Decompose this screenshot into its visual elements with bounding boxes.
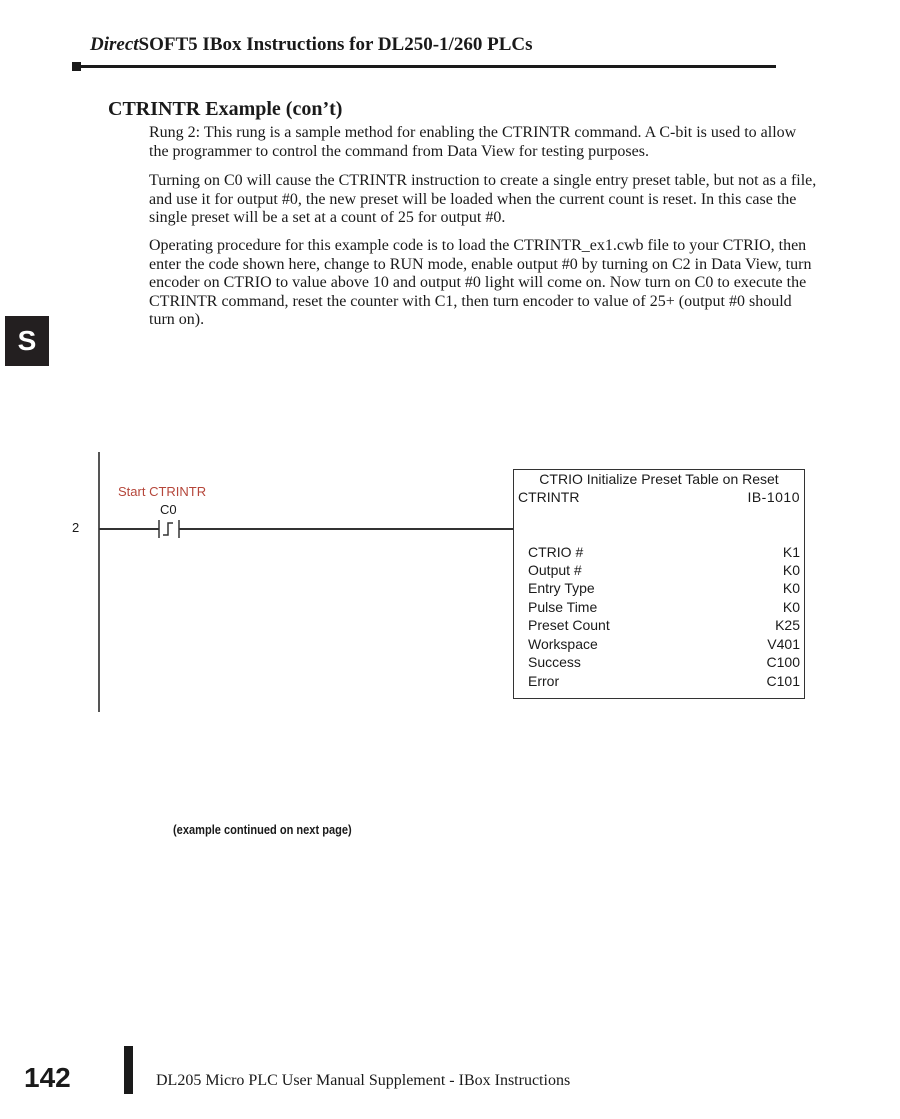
param-value: K0 [782,562,800,578]
positive-differential-contact-icon [157,519,181,539]
paragraph-operating-procedure: Operating procedure for this example code is to load the CTRINTR_ex1.cwb file to your CTRIO, then enter the code shown here, change to RUN mode, enable output #0 by turning on C2 in Data View, turn encoder on CTRIO to value above 10 and output #0 light will come on. Now turn on C0 to execute the CTRINTR command, reset the counter with C1, then turn encoder to value of 25+ (output #0 should turn on). [149,237,812,328]
page-number: 142 [24,1062,71,1093]
ctrintr-ibox [513,469,805,699]
param-value: C100 [766,654,800,670]
ibox-param-row [528,673,800,691]
param-label: Preset Count [528,617,610,633]
footer-text: DL205 Micro PLC User Manual Supplement - IBox Instructions [156,1072,571,1089]
paragraph-c0-behavior: Turning on C0 will cause the CTRINTR instruction to create a single entry preset table, but not as a file, and use it for output #0, the new preset will be loaded when the current count is reset. In this case the single preset will be a set at a count of 25 for output #0. [149,172,817,226]
ibox-code: IB-1010 [747,489,800,505]
footer-divider [124,1046,133,1094]
continued-note: (example continued on next page) [173,822,352,837]
ibox-param-row [528,636,800,654]
chapter-tab: S [5,316,49,366]
param-label: Success [528,654,581,670]
param-value: K0 [782,599,800,615]
header-title-text: SOFT5 IBox Instructions for DL250-1/260 PLCs [138,34,533,55]
header-rule [74,65,776,68]
param-value: K25 [775,617,800,633]
ibox-param-row [528,580,800,598]
ibox-param-row [528,617,800,635]
rung-wire [180,528,514,530]
param-value: V401 [767,636,800,652]
ibox-param-row [528,654,800,672]
running-header [90,34,532,56]
rung-wire [99,528,158,530]
ibox-param-row [528,562,800,580]
contact-address: C0 [160,502,177,517]
param-label: CTRIO # [528,544,584,560]
section-title: CTRINTR Example (con’t) [108,98,343,120]
param-label: Error [528,673,560,689]
contact-comment: Start CTRINTR [118,484,207,499]
rung-number: 2 [72,520,80,535]
param-value: C101 [766,673,800,689]
ibox-title: CTRIO Initialize Preset Table on Reset [539,471,779,487]
param-label: Entry Type [528,580,595,596]
param-label: Workspace [528,636,598,652]
ibox-param-row [528,544,800,562]
left-power-rail [98,452,100,712]
param-label: Output # [528,562,582,578]
header-brand: Direct [90,34,139,55]
param-value: K0 [782,580,800,596]
param-label: Pulse Time [528,599,598,615]
ibox-param-row [528,599,800,617]
param-value: K1 [782,544,800,560]
paragraph-rung-description: Rung 2: This rung is a sample method for enabling the CTRINTR command. A C-bit is used to allow the programmer to control the command from Data View for testing purposes. [149,124,797,160]
ibox-mnemonic: CTRINTR [518,489,580,505]
